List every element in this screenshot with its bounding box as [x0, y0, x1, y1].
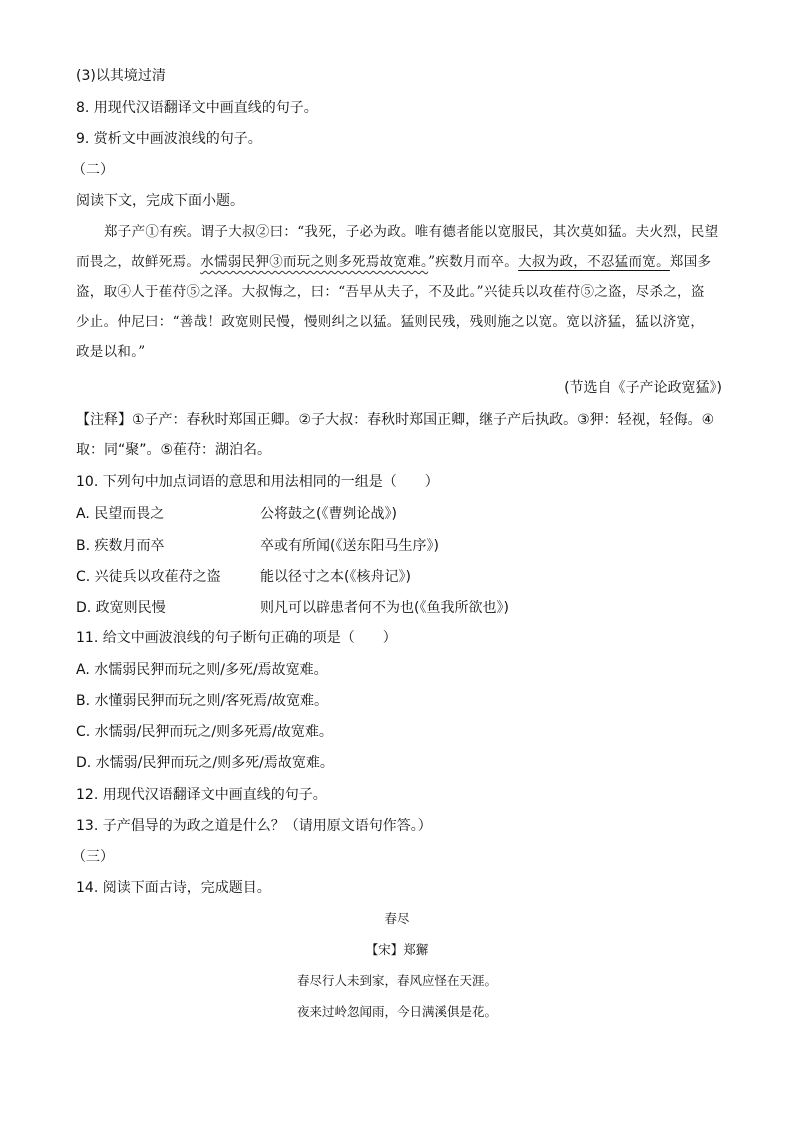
passage-text: ”疾数月而卒。: [428, 254, 519, 270]
question-9: 9. 赏析文中画波浪线的句子。: [76, 131, 262, 147]
poem-title: 春尽: [384, 911, 410, 926]
section-2-intro: 阅读下文，完成下面小题。: [76, 193, 244, 209]
passage-source: (节选自《子产论政宽猛》): [564, 380, 722, 396]
q10-option-right: 公将鼓之(《曹刿论战》): [260, 506, 397, 522]
q10-option-left: C. 兴徒兵以攻萑苻之盗: [76, 569, 221, 585]
question-12: 12. 用现代汉语翻译文中画直线的句子。: [76, 787, 327, 803]
q7-sub3: (3)以其境过清: [76, 68, 166, 84]
question-11: 11. 给文中画波浪线的句子断句正确的项是（ ）: [76, 630, 397, 646]
question-10: 10. 下列句中加点词语的意思和用法相同的一组是（ ）: [76, 474, 439, 490]
poem-author: 【宋】郑獬: [365, 942, 429, 957]
q11-option: D. 水懦弱/民狎而玩之/则多死/焉故宽难。: [76, 755, 334, 771]
passage-line: 盗，取④人于萑苻⑤之泽。大叔悔之，曰：“吾早从夫子，不及此。”兴徒兵以攻萑苻⑤之盗，尽杀之，盗: [76, 284, 705, 300]
q10-option-right: 则凡可以辟患者何不为也(《鱼我所欲也》): [260, 600, 509, 616]
wavy-underlined-sentence: 水懦弱民狎③而玩之则多死焉故宽难。: [200, 254, 429, 270]
question-14: 14. 阅读下面古诗，完成题目。: [76, 880, 271, 896]
straight-underlined-sentence: 大叔为政，不忍猛而宽。: [518, 254, 670, 270]
passage-text: 而畏之，故鲜死焉。: [76, 254, 201, 270]
passage-line: 少止。仲尼曰：“善哉！政宽则民慢，慢则纠之以猛。猛则民残，残则施之以宽。宽以济猛，猛以济宽，: [76, 314, 705, 330]
passage-line: 郑子产①有疾。谓子大叔②曰：“我死，子必为政。唯有德者能以宽服民，其次莫如猛。夫火烈，民望: [104, 224, 719, 240]
classical-passage: [76, 217, 722, 367]
q11-option: C. 水懦弱/民狎而玩之/则多死焉/故宽难。: [76, 724, 333, 740]
poem-line: 春尽行人未到家，春风应怪在天涯。: [296, 973, 497, 988]
annotation-line: 取：同“聚”。⑤萑苻：湖泊名。: [76, 442, 272, 458]
question-8: 8. 用现代汉语翻译文中画直线的句子。: [76, 100, 318, 116]
passage-text: 郑国多: [669, 254, 712, 270]
q10-option-left: B. 疾数月而卒: [76, 538, 165, 554]
section-3-heading: （三）: [72, 849, 114, 865]
passage-line: 政是以和。”: [76, 344, 146, 360]
section-2-heading: （二）: [72, 162, 114, 178]
q11-option: A. 水懦弱民狎而玩之则/多死/焉故宽难。: [76, 662, 328, 678]
q10-option-right: 能以径寸之本(《核舟记》): [260, 569, 411, 585]
annotation-line: 【注释】①子产：春秋时郑国正卿。②子大叔：春秋时郑国正卿，继子产后执政。③狎：轻视，轻侮。④: [76, 412, 715, 428]
q10-option-left: A. 民望而畏之: [76, 506, 165, 522]
question-13: 13. 子产倡导的为政之道是什么？（请用原文语句作答。）: [76, 818, 432, 834]
q10-option-right: 卒或有所闻(《送东阳马生序》): [260, 538, 439, 554]
passage-line: [76, 247, 722, 277]
q10-option-left: D. 政宽则民慢: [76, 600, 166, 616]
poem-line: 夜来过岭忽闻雨，今日满溪俱是花。: [296, 1004, 497, 1019]
q11-option: B. 水懂弱民狎而玩之则/客死焉/故宽难。: [76, 693, 328, 709]
